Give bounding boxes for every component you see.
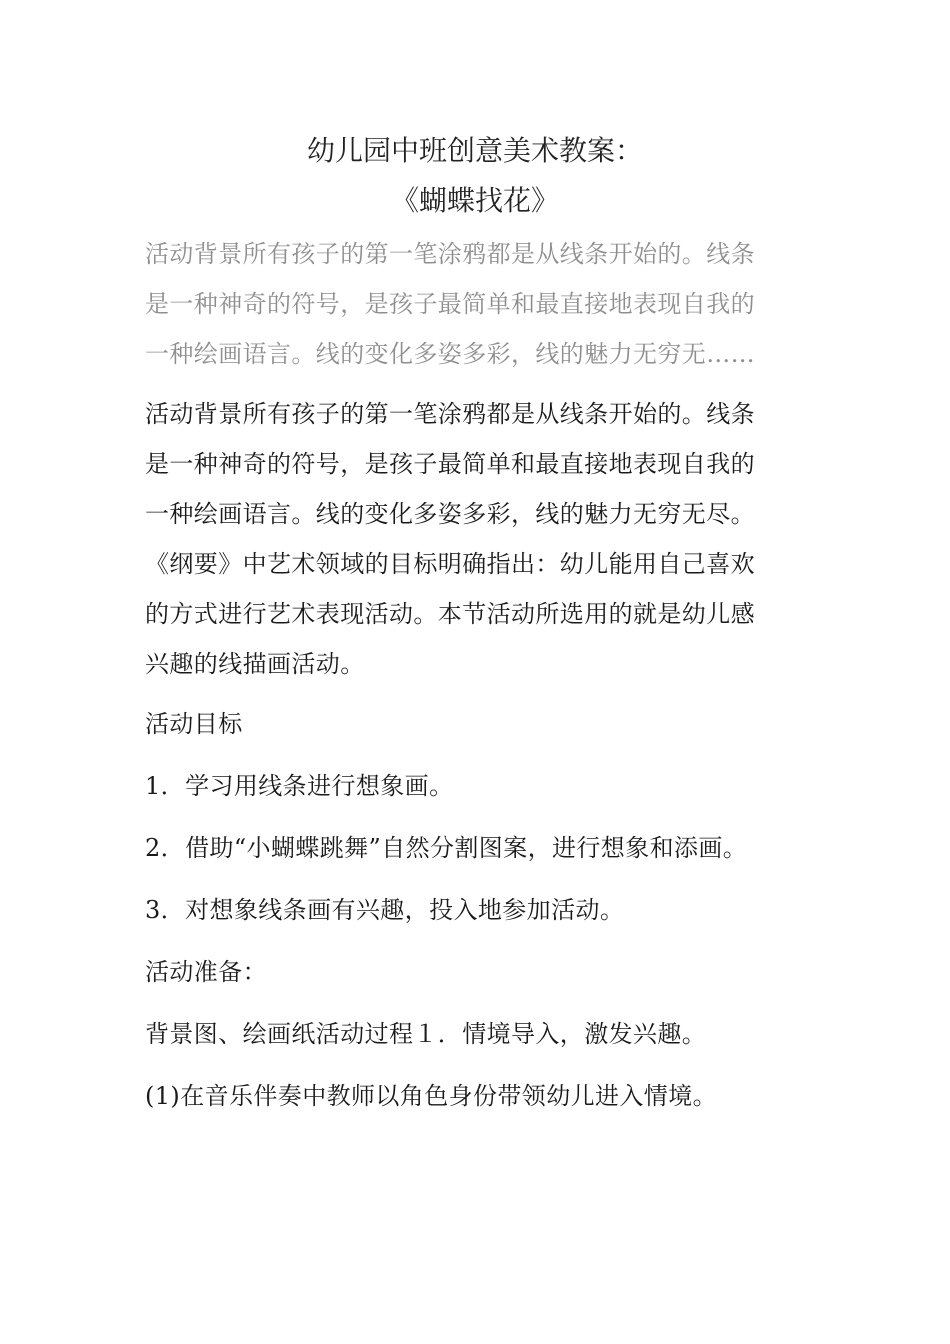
prep-heading: 活动准备： bbox=[145, 958, 267, 986]
intro-line: 的方式进行艺术表现活动。本节活动所选用的就是幼儿感 bbox=[145, 600, 755, 628]
goals-heading: 活动目标 bbox=[145, 710, 243, 738]
goal-item: 1．学习用线条进行想象画。 bbox=[145, 772, 454, 800]
document-subtitle: 《蝴蝶找花》 bbox=[390, 184, 559, 217]
intro-line: 活动背景所有孩子的第一笔涂鸦都是从线条开始的。线条 bbox=[145, 400, 755, 428]
document-title: 幼儿园中班创意美术教案： bbox=[306, 134, 643, 167]
intro-line: 是一种神奇的符号，是孩子最简单和最直接地表现自我的 bbox=[145, 450, 755, 478]
intro-line: 一种绘画语言。线的变化多姿多彩，线的魅力无穷无尽。 bbox=[145, 500, 755, 528]
intro-line: 《纲要》中艺术领域的目标明确指出：幼儿能用自己喜欢 bbox=[145, 550, 755, 578]
summary-line: 活动背景所有孩子的第一笔涂鸦都是从线条开始的。线条 bbox=[145, 240, 755, 268]
summary-line: 是一种神奇的符号，是孩子最简单和最直接地表现自我的 bbox=[145, 290, 755, 318]
intro-paragraph bbox=[145, 389, 795, 689]
goal-item: 2．借助“小蝴蝶跳舞”自然分割图案，进行想象和添画。 bbox=[145, 834, 748, 862]
goal-item: 3．对想象线条画有兴趣，投入地参加活动。 bbox=[145, 896, 625, 924]
prep-paragraph: 背景图、绘画纸活动过程１．情境导入，激发兴趣。 bbox=[145, 1020, 707, 1048]
step-paragraph: (1)在音乐伴奏中教师以角色身份带领幼儿进入情境。 bbox=[145, 1082, 717, 1110]
summary-line: 一种绘画语言。线的变化多姿多彩，线的魅力无穷无…… bbox=[145, 340, 755, 368]
summary-excerpt bbox=[145, 229, 785, 379]
intro-line: 兴趣的线描画活动。 bbox=[145, 650, 365, 678]
